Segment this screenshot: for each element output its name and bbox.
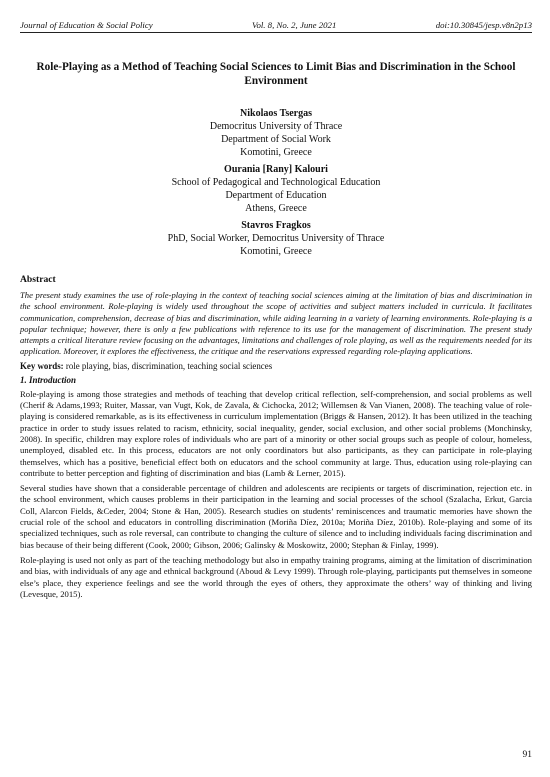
page [20, 20, 532, 760]
author-name: Ourania [Rany] Kalouri [224, 164, 328, 175]
paper-title: Role-Playing as a Method of Teaching Social Sciences to Limit Bias and Discrimination in the School Environment [36, 61, 516, 87]
doi: doi:10.30845/jesp.v8n2p13 [435, 20, 532, 30]
author-affiliation: Democritus University of Thrace [209, 121, 343, 132]
body-paragraph: Role-playing is among those strategies and methods of teaching that develop critical reflection, self-comprehension, and social problems as well (Cherif & Adams,1993; Ruiter, Massar, van Vugt, Kok, de Zavala, & Cichocka, 2012; Willemsen & Van Vianen, 2008). The teaching value of role-playing is considered remarkable, as is its effectiveness in curriculum implementation (Briggs & Hansen, 2012). It has been utilized in the teaching practice in order to study issues related to racism, ethnicity, social inequality, gender, social exclusion, and other social problems (Monchinsky, 2008). In specific, children may explore roles of individuals who are part of a minority or other social groups such as people of colour, homeless, unemployed, disabled etc. In this process, educators are not only coordinators but also participants, as they can participate in role-playing themselves, which has a positive, beneficial effect both on educators and the school community at large. Thus, education using role-playing can contribute to better perception and fighting of discrimination and bias (Lamb & Lerner, 2015). [20, 388, 532, 478]
body-paragraph: Role-playing is used not only as part of the teaching methodology but also in empathy training programs, aiming at the limitation of discrimination and bias, with individuals of any age and ethnical background (Aboud & Levy 1999). Through role-playing, participants put themselves in someone else’s place, they experience feelings and see the world through the eyes of others, they approximate the others’ way of thinking and living (Levesque, 2015). [20, 554, 532, 599]
author-name: Stavros Fragkos [241, 220, 311, 231]
journal-name: Journal of Education & Social Policy [20, 20, 153, 30]
keywords-label: Key words: [20, 360, 64, 371]
author-location: Komotini, Greece [240, 246, 312, 257]
author-location: Athens, Greece [245, 203, 307, 214]
author-block-1 [20, 107, 532, 159]
author-block-3 [20, 219, 532, 258]
section-heading-introduction: 1. Introduction [20, 374, 77, 385]
author-location: Komotini, Greece [240, 147, 312, 158]
keywords-list: role playing, bias, discrimination, teaching social sciences [63, 360, 273, 371]
keywords [20, 361, 532, 371]
author-department: Department of Social Work [221, 134, 331, 145]
author-block-2 [20, 163, 532, 215]
author-department: Department of Education [225, 190, 327, 201]
author-affiliation: PhD, Social Worker, Democritus University of Thrace [167, 233, 385, 244]
running-header [20, 20, 532, 33]
author-name: Nikolaos Tsergas [240, 108, 312, 119]
abstract-heading: Abstract [20, 274, 56, 285]
author-affiliation: School of Pedagogical and Technological Education [171, 177, 381, 188]
abstract-text: The present study examines the use of role-playing in the context of teaching social sciences aiming at the limitation of bias and discrimination in the school environment. Role-playing is widely used throughout the scope of activities and subject matters included in curricula. It facilitates communication, comprehension, decrease of bias and discrimination, while aiding learning in a variety of learning environments. Role-playing is a popular technique; however, there is only a few publications with reference to its use for the management of discrimination. The present study attempts a critical literature review focusing on the advantages, limitations and challenges of role playing, as well as the requirements needed for its application. Moreover, it explores the effectiveness, the critique and the reservations expressed regarding role-playing applications. [20, 290, 532, 357]
body-paragraph: Several studies have shown that a considerable percentage of children and adolescents are recipients or targets of discrimination, rejection etc. in the school environment, which causes problems in their participation in the learning and social processes of the school (Szalacha, Erkut, Garcia Coll, Alarcon Fields, &Ceder, 2004; Stone & Han, 2005). Research studies on students’ reminiscences and traumatic memories have shown the crucial role of the school and educators in controlling discrimination (Moriña Díez, 2010a; Moriña Díez, 2010b). Role-playing and some of its specialized techniques, such as role reversal, can contribute to changing the culture of silence and to including individuals facing discrimination and bias because of their being different (Cook, 2000; Gibson, 2006; Galinsky & Moskowitz, 2000; Stephan & Finlay, 1999). [20, 483, 532, 550]
volume-info: Vol. 8, No. 2, June 2021 [252, 20, 337, 30]
page-number: 91 [522, 750, 532, 760]
